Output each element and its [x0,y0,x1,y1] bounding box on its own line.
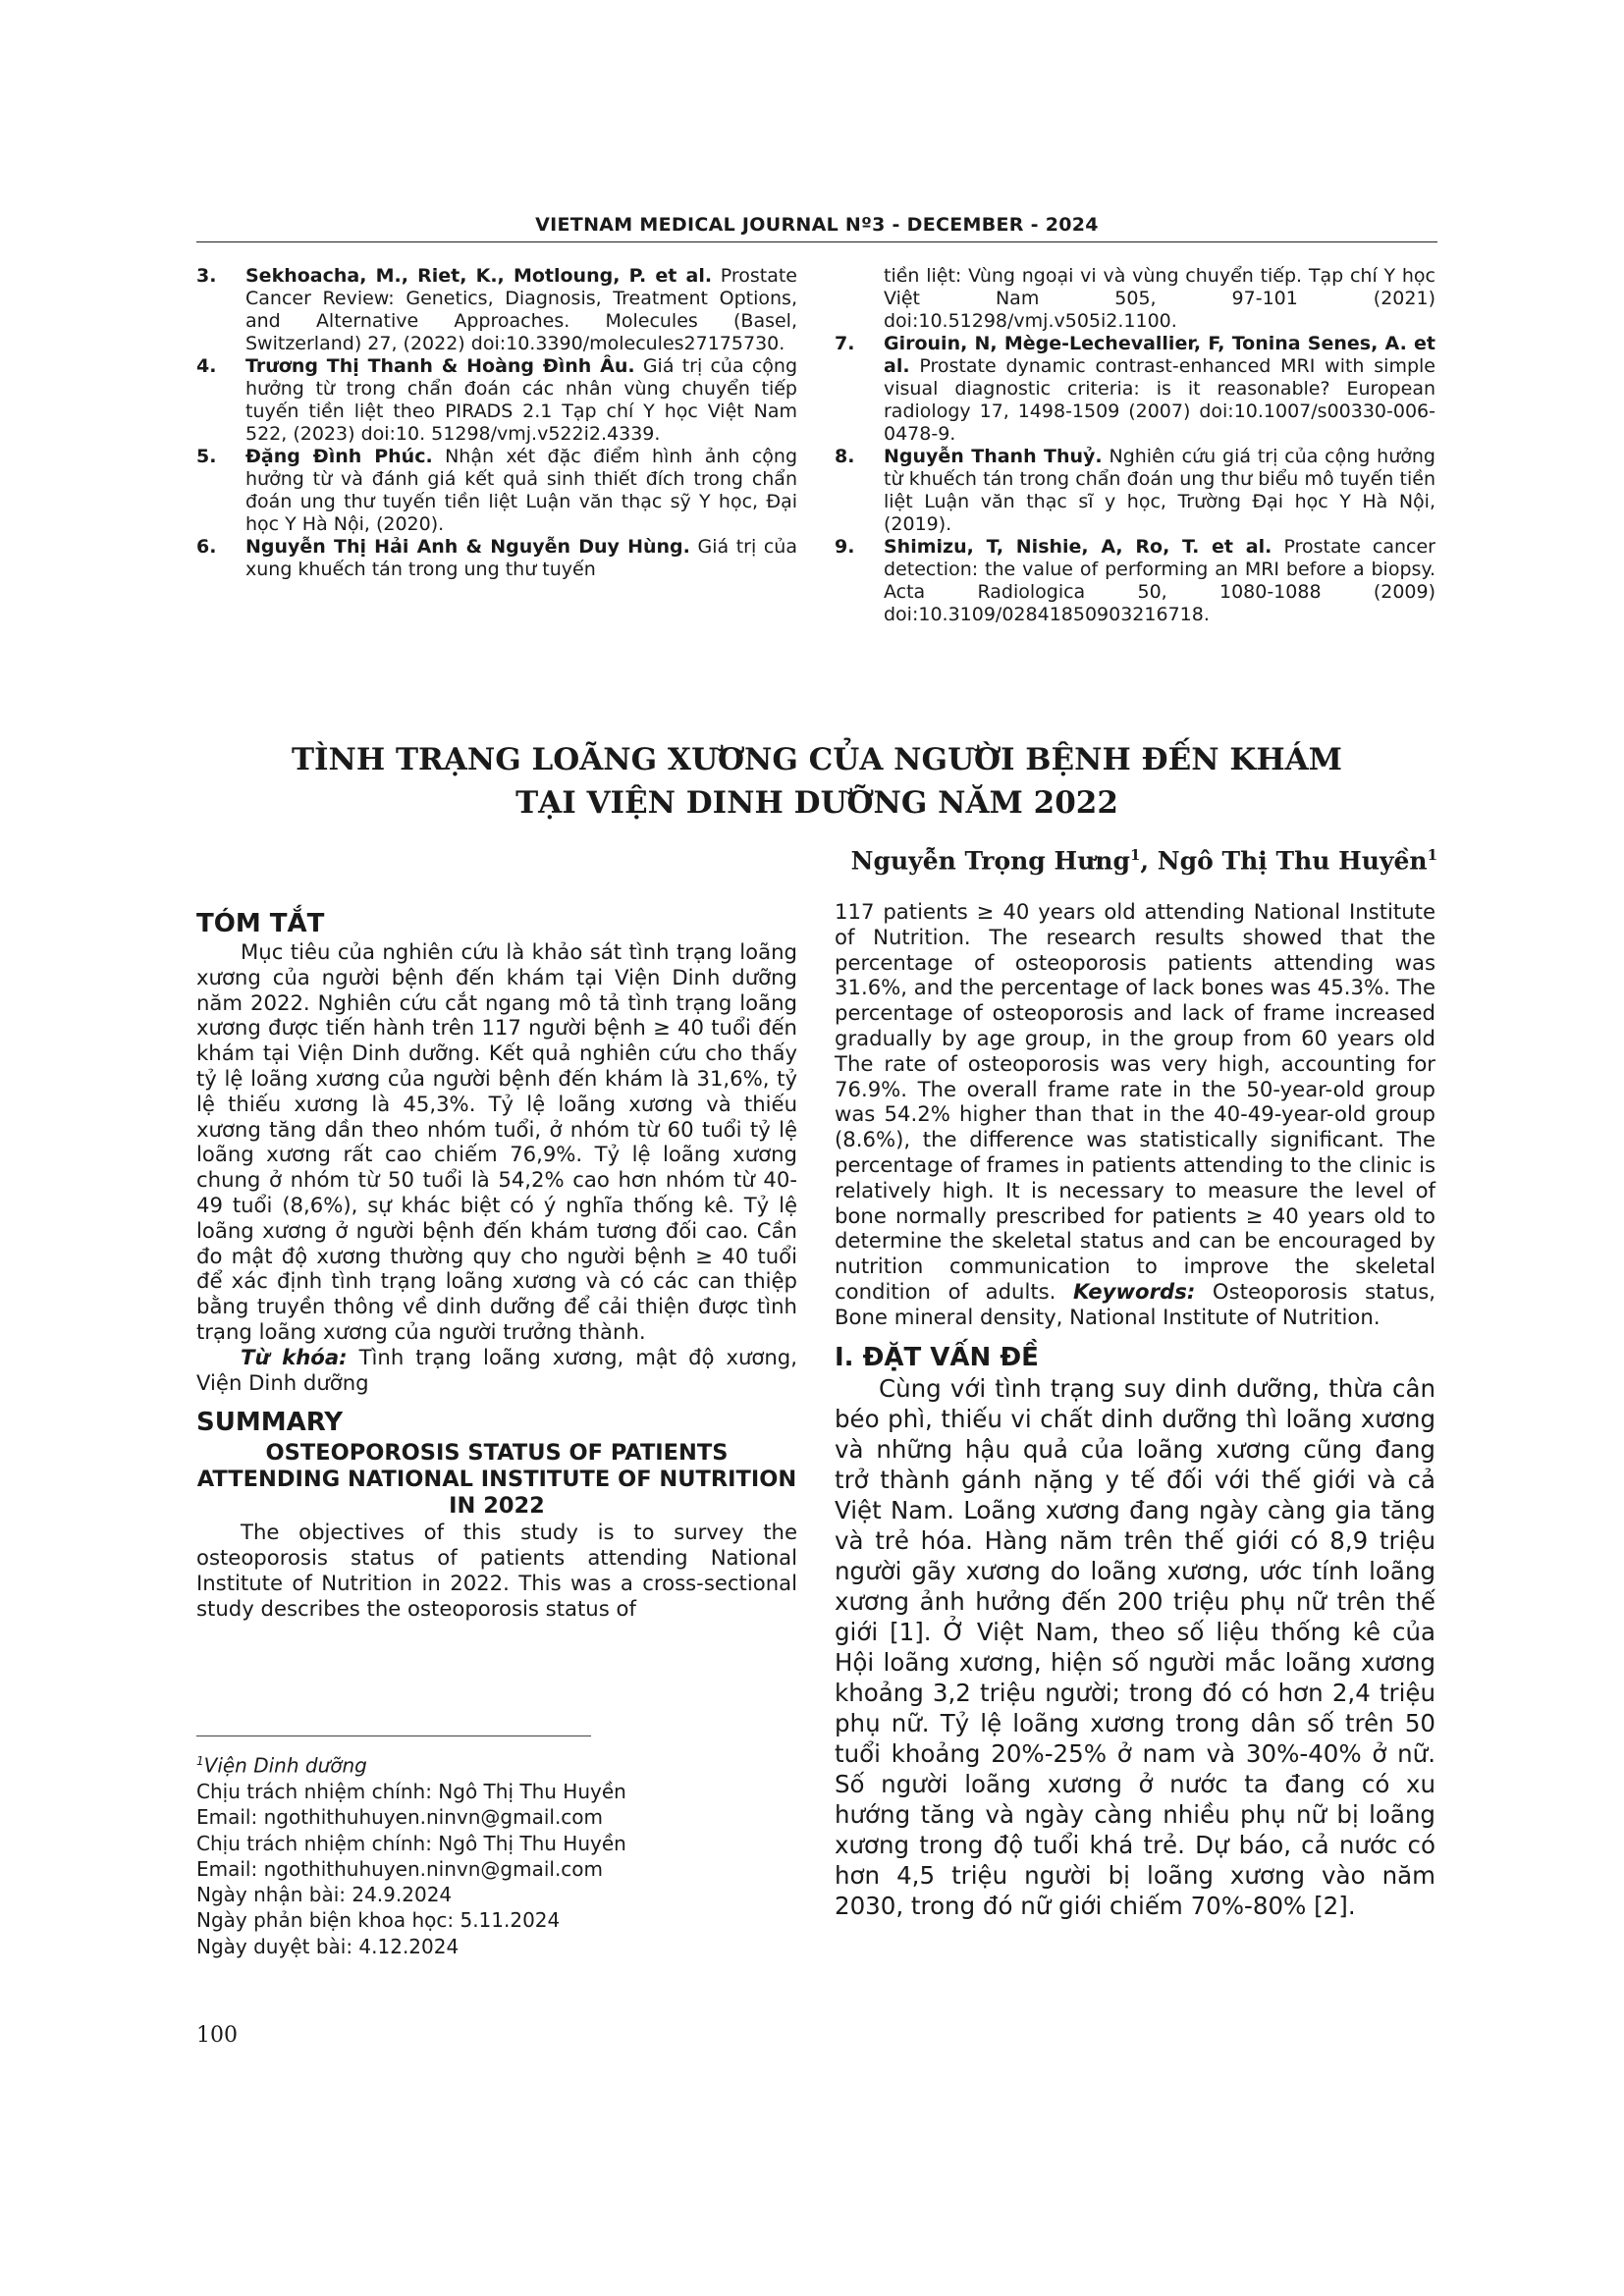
references-left-column [196,265,797,581]
keywords-text: Tình trạng loãng xương, mật độ xương, Viện Dinh dưỡng [196,1344,797,1395]
author-affiliation-mark: 1 [1427,846,1437,864]
reference-text: Prostate cancer detection: the value of performing an MRI before a biopsy. Acta Radiologica 50, 1080-1088 (2009) doi:10.3109/02841850903216718. [884,536,1435,625]
reference-authors: Girouin, N, Mège-Lechevallier, F, Tonina Senes, A. et al. [884,333,1435,377]
reference-text: Giá trị của xung khuếch tán trong ung thư tuyến [245,536,797,580]
footnote-line: Email: ngothithuhuyen.ninvn@gmail.com [196,1856,604,1881]
summary-title: OSTEOPOROSIS STATUS OF PATIENTS ATTENDING NATIONAL INSTITUTE OF NUTRITION IN 2022 [196,1440,797,1520]
reference-number: 7. [835,333,855,354]
reference-continuation: tiền liệt: Vùng ngoại vi và vùng chuyển tiếp. Tạp chí Y học Việt Nam 505, 97-101 (2021) doi:10.51298/vmj.v505i2.1100. [884,265,1435,332]
footnote-line: Ngày nhận bài: 24.9.2024 [196,1883,453,1907]
reference-item [196,355,797,446]
author-affiliation-mark: 1 [1129,846,1141,864]
author-name: Ngô Thị Thu Huyền [1157,846,1428,876]
affiliation-text: Viện Dinh dưỡng [203,1753,367,1778]
reference-authors: Shimizu, T, Nishie, A, Ro, T. et al. [884,536,1272,558]
reference-authors: Trương Thị Thanh & Hoàng Đình Âu. [245,355,635,377]
reference-number: 5. [196,446,217,467]
reference-text: Nhận xét đặc điểm hình ảnh cộng hưởng từ và đánh giá kết quả sinh thiết đích trong chẩn đoán ung thư tuyến tiền liệt Luận văn thạc sỹ Y học, Đại học Y Hà Nội, (2020). [245,446,798,535]
reference-text: Prostate Cancer Review: Genetics, Diagnosis, Treatment Options, and Alternative Approaches. Molecules (Basel, Switzerland) 27, (2022) doi:10.3390/molecules27175730. [245,265,797,354]
reference-item [196,265,797,355]
author-name: Nguyễn Trọng Hưng [850,846,1130,876]
tomtat-heading: TÓM TẮT [196,909,325,938]
reference-number: 9. [835,536,855,558]
reference-number: 6. [196,536,217,558]
reference-number: 4. [196,355,217,377]
reference-item [835,446,1435,536]
footnote-line: Ngày duyệt bài: 4.12.2024 [196,1934,460,1958]
keywords-label: Từ khóa: [241,1344,348,1369]
reference-number: 8. [835,446,855,467]
footnote-line: Ngày phản biện khoa học: 5.11.2024 [196,1908,561,1933]
reference-authors: Nguyễn Thị Hải Anh & Nguyễn Duy Hùng. [245,536,690,558]
reference-item [196,536,797,581]
reference-text: Giá trị của cộng hưởng từ trong chẩn đoán các nhân vùng chuyển tiếp tuyến tiền liệt theo PIRADS 2.1 Tạp chí Y học Việt Nam 522, (2023) doi:10. 51298/vmj.v522i2.4339. [245,355,798,445]
footnote-line: Email: ngothithuhuyen.ninvn@gmail.com [196,1805,604,1830]
summary-keywords-text: Osteoporosis status, Bone mineral density, National Institute of Nutrition. [835,1278,1435,1329]
footnote-line: Chịu trách nhiệm chính: Ngô Thị Thu Huyền [196,1831,626,1855]
footnote-line: Chịu trách nhiệm chính: Ngô Thị Thu Huyền [196,1779,626,1803]
summary-keywords-label: Keywords: [1073,1278,1196,1304]
footnotes [196,1748,797,1959]
reference-authors: Nguyễn Thanh Thuỷ. [884,446,1103,467]
reference-number: 3. [196,265,217,287]
summary-body-left: The objectives of this study is to survey the osteoporosis status of patients attending National Institute of Nutrition in 2022. This was a cross-sectional study describes the osteoporosis status of [196,1520,797,1621]
affiliation-note [196,1748,797,1779]
affiliation-mark: 1 [196,1754,204,1768]
reference-item [196,446,797,536]
title-line: TÌNH TRẠNG LOÃNG XƯƠNG CỦA NGƯỜI BỆNH ĐẾN KHÁM [291,742,1342,777]
reference-text: Nghiên cứu giá trị của cộng hưởng từ khuếch tán trong chẩn đoán ung thư biểu mô tuyến tiền liệt Luận văn thạc sĩ y học, Trường Đại học Y Hà Nội, (2019). [884,446,1435,535]
reference-authors: Sekhoacha, M., Riet, K., Motloung, P. et al. [245,265,713,287]
tomtat-keywords [196,1345,797,1396]
author-line [851,846,1437,875]
summary-heading: SUMMARY [196,1408,344,1438]
author-separator: , [1140,846,1158,876]
references-right-column [835,265,1435,626]
tomtat-body: Mục tiêu của nghiên cứu là khảo sát tình trạng loãng xương của người bệnh đến khám tại Viện Dinh dưỡng năm 2022. Nghiên cứu cắt ngang mô tả tình trạng loãng xương được tiến hành trên 117 người bệnh ≥ 40 tuổi đến khám tại Viện Dinh dưỡng. Kết quả nghiên cứu cho thấy tỷ lệ loãng xương của người bệnh đến khám là 31,6%, tỷ lệ thiếu xương là 45,3%. Tỷ lệ loãng xương và thiếu xương tăng dần theo nhóm tuổi, ở nhóm từ 60 tuổi tỷ lệ loãng xương rất cao chiếm 76,9%. Tỷ lệ loãng xương chung ở nhóm từ 50 tuổi là 54,2% cao hơn nhóm từ 40-49 tuổi (8,6%), sự khác biệt có ý nghĩa thống kê. Tỷ lệ loãng xương ở người bệnh đến khám tương đối cao. Cần đo mật độ xương thường quy cho người bệnh ≥ 40 tuổi để xác định tình trạng loãng xương và có các can thiệp bằng truyền thông về dinh dưỡng để cải thiện được tình trạng loãng xương của người trưởng thành. [196,939,797,1344]
summary-body-right [835,899,1435,1330]
introduction-heading: I. ĐẶT VẤN ĐỀ [835,1342,1039,1372]
page-number: 100 [196,2023,238,2048]
introduction-body: Cùng với tình trạng suy dinh dưỡng, thừa cân béo phì, thiếu vi chất dinh dưỡng thì loãng xương và những hậu quả của loãng xương cũng đang trở thành gánh nặng y tế đối với thế giới và cả Việt Nam. Loãng xương đang ngày càng gia tăng và trẻ hóa. Hàng năm trên thế giới có 8,9 triệu người gãy xương do loãng xương, ước tính loãng xương ảnh hưởng đến 200 triệu phụ nữ trên thế giới [1]. Ở Việt Nam, theo số liệu thống kê của Hội loãng xương, hiện số người mắc loãng xương khoảng 3,2 triệu người; trong đó có hơn 2,4 triệu phụ nữ. Tỷ lệ loãng xương trong dân số trên 50 tuổi khoảng 20%-25% ở nam và 30%-40% ở nữ. Số người loãng xương ở nước ta đang có xu hướng tăng và ngày càng nhiều phụ nữ bị loãng xương trong độ tuổi khá trẻ. Dự báo, cả nước có hơn 4,5 triệu người bị loãng xương vào năm 2030, trong đó nữ giới chiếm 70%-80% [2]. [835,1373,1435,1920]
journal-header: VIETNAM MEDICAL JOURNAL Nº3 - DECEMBER - 2024 [535,214,1099,236]
right-column [835,899,1435,1921]
reference-item [835,333,1435,446]
footnote-rule [196,1735,591,1736]
summary-body-right-text: 117 patients ≥ 40 years old attending National Institute of Nutrition. The research results showed that the percentage of osteoporosis patients attending was 31.6%, and the percentage of lack bones was 45.3%. The percentage of osteoporosis and lack of frame increased gradually by age group, in the group from 60 years old The rate of osteoporosis was very high, accounting for 76.9%. The overall frame rate in the 50-year-old group was 54.2% higher than that in the 40-49-year-old group (8.6%), the difference was statistically significant. The percentage of frames in patients attending to the clinic is relatively high. It is necessary to measure the level of bone normally prescribed for patients ≥ 40 years old to determine the skeletal status and can be encouraged by nutrition communication to improve the skeletal condition of adults. [835,899,1435,1304]
header-rule [196,241,1437,242]
title-line: TẠI VIỆN DINH DƯỠNG NĂM 2022 [515,785,1118,821]
reference-item [835,536,1435,626]
left-column [196,908,797,1622]
reference-text: Prostate dynamic contrast-enhanced MRI with simple visual diagnostic criteria: is it reasonable? European radiology 17, 1498-1509 (2007) doi:10.1007/s00330-006-0478-9. [884,355,1435,445]
reference-authors: Đặng Đình Phúc. [245,446,433,467]
article-title [196,738,1437,825]
